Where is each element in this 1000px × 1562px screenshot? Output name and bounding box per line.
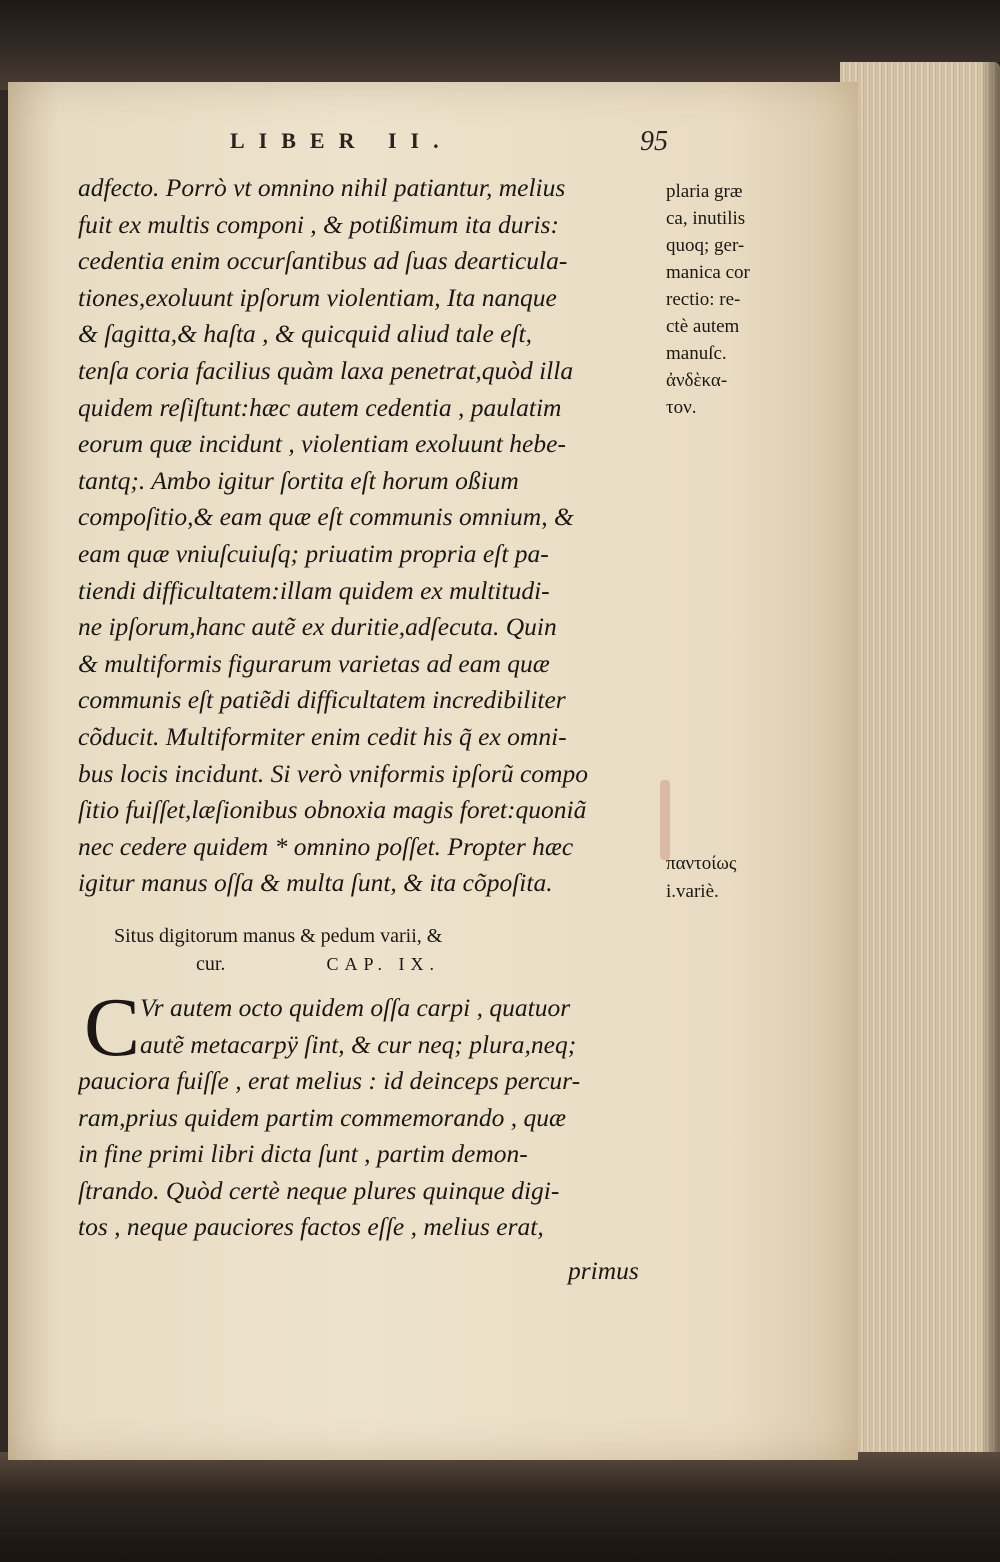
text-line: autẽ metacarpÿ ſint, & cur neq; plura,neq;: [140, 1029, 577, 1059]
text-line: ſtrando. Quòd certè neque plures quinque digi-: [78, 1175, 560, 1205]
running-head: [150, 128, 710, 164]
main-text-block: [78, 170, 668, 902]
text-line: cedentia enim occurſantibus ad ſuas dearticula-: [78, 246, 568, 276]
text-line: eam quæ vniuſcuiuſq; priuatim propria eſt pa-: [78, 538, 549, 568]
margin-line: manuſc.: [666, 343, 727, 364]
ink-stain: [660, 780, 670, 860]
margin-note-greek-gloss: [666, 850, 806, 906]
chapter-text-block: [78, 981, 668, 1246]
margin-line: rectio: re-: [666, 289, 741, 310]
page-edges-shadow: [980, 62, 1000, 1462]
catchword: primus: [568, 1256, 639, 1285]
margin-line: plaria græ: [666, 181, 743, 202]
book-cover-bottom: [0, 1452, 1000, 1562]
text-line: cõducit. Multiformiter enim cedit his q̃ ex omni-: [78, 721, 567, 751]
running-head-title: LIBER II.: [230, 128, 453, 153]
page-edges: [840, 62, 1000, 1462]
chapter-heading-line: Situs digitorum manus & pedum varii, &: [114, 925, 443, 947]
text-line: in fine primi libri dicta ſunt , partim demon-: [78, 1139, 528, 1168]
text-line: pauciora fuiſſe , erat melius : id deinceps percur-: [78, 1066, 581, 1095]
text-line: tiones,exoluunt ipſorum violentiam, Ita nanque: [78, 282, 557, 312]
margin-line: ctè autem: [666, 316, 740, 337]
text-line: quidem reſiſtunt:hæc autem cedentia , paulatim: [78, 392, 562, 422]
text-line: tenſa coria facilius quàm laxa penetrat,quòd illa: [78, 355, 574, 385]
text-line: communis eſt patiẽdi difficultatem incredibiliter: [78, 685, 566, 715]
text-line: tos , neque pauciores factos eſſe , melius erat,: [78, 1212, 544, 1241]
text-line: fuit ex multis componi , & potißimum ita duris:: [78, 209, 559, 239]
text-line: & multiformis figurarum varietas ad eam quæ: [78, 648, 550, 678]
text-line: igitur manus oſſa & multa ſunt, & ita cõpoſita.: [78, 868, 553, 898]
text-line: adfecto. Porrò vt omnino nihil patiantur, melius: [78, 173, 566, 202]
margin-note-variant-reading: [666, 178, 806, 421]
chapter-heading: [114, 922, 654, 978]
text-line: tantq;. Ambo igitur ſortita eſt horum oßium: [78, 465, 519, 495]
text-line: ſitio fuiſſet,læſionibus obnoxia magis foret:quoniã: [78, 795, 587, 825]
text-line: compoſitio,& eam quæ eſt communis omnium, &: [78, 502, 574, 532]
drop-cap: C: [84, 981, 141, 1074]
page-number: 95: [640, 126, 668, 157]
text-line: eorum quæ incidunt , violentiam exoluunt hebe-: [78, 429, 566, 459]
text-line: tiendi difficultatem:illam quidem ex multitudi-: [78, 575, 550, 605]
chapter-heading-cur: cur.: [196, 953, 226, 975]
margin-line: ἀνδὲκα-: [666, 370, 728, 391]
text-line: nec cedere quidem * omnino poſſet. Propter hæc: [78, 831, 574, 861]
margin-line: τον.: [666, 397, 697, 418]
margin-line: i.variè.: [666, 881, 719, 902]
margin-line: quoq; ger-: [666, 235, 745, 256]
text-line: bus locis incidunt. Si verò vniformis ipſorũ compo: [78, 758, 588, 788]
text-line: & ſagitta,& haſta , & quicquid aliud tale eſt,: [78, 319, 533, 349]
chapter-heading-line-2: [114, 950, 654, 978]
chapter-number: CAP. IX.: [326, 954, 440, 974]
margin-line: ca, inutilis: [666, 208, 746, 229]
margin-line: manica cor: [666, 262, 750, 283]
text-line: ne ipſorum,hanc autẽ ex duritie,adſecuta. Quin: [78, 612, 557, 642]
text-line: ram,prius quidem partim commemorando , quæ: [78, 1102, 567, 1132]
text-line: Vr autem octo quidem oſſa carpi , quatuor: [140, 993, 571, 1022]
margin-line: παντοίως: [666, 853, 737, 874]
